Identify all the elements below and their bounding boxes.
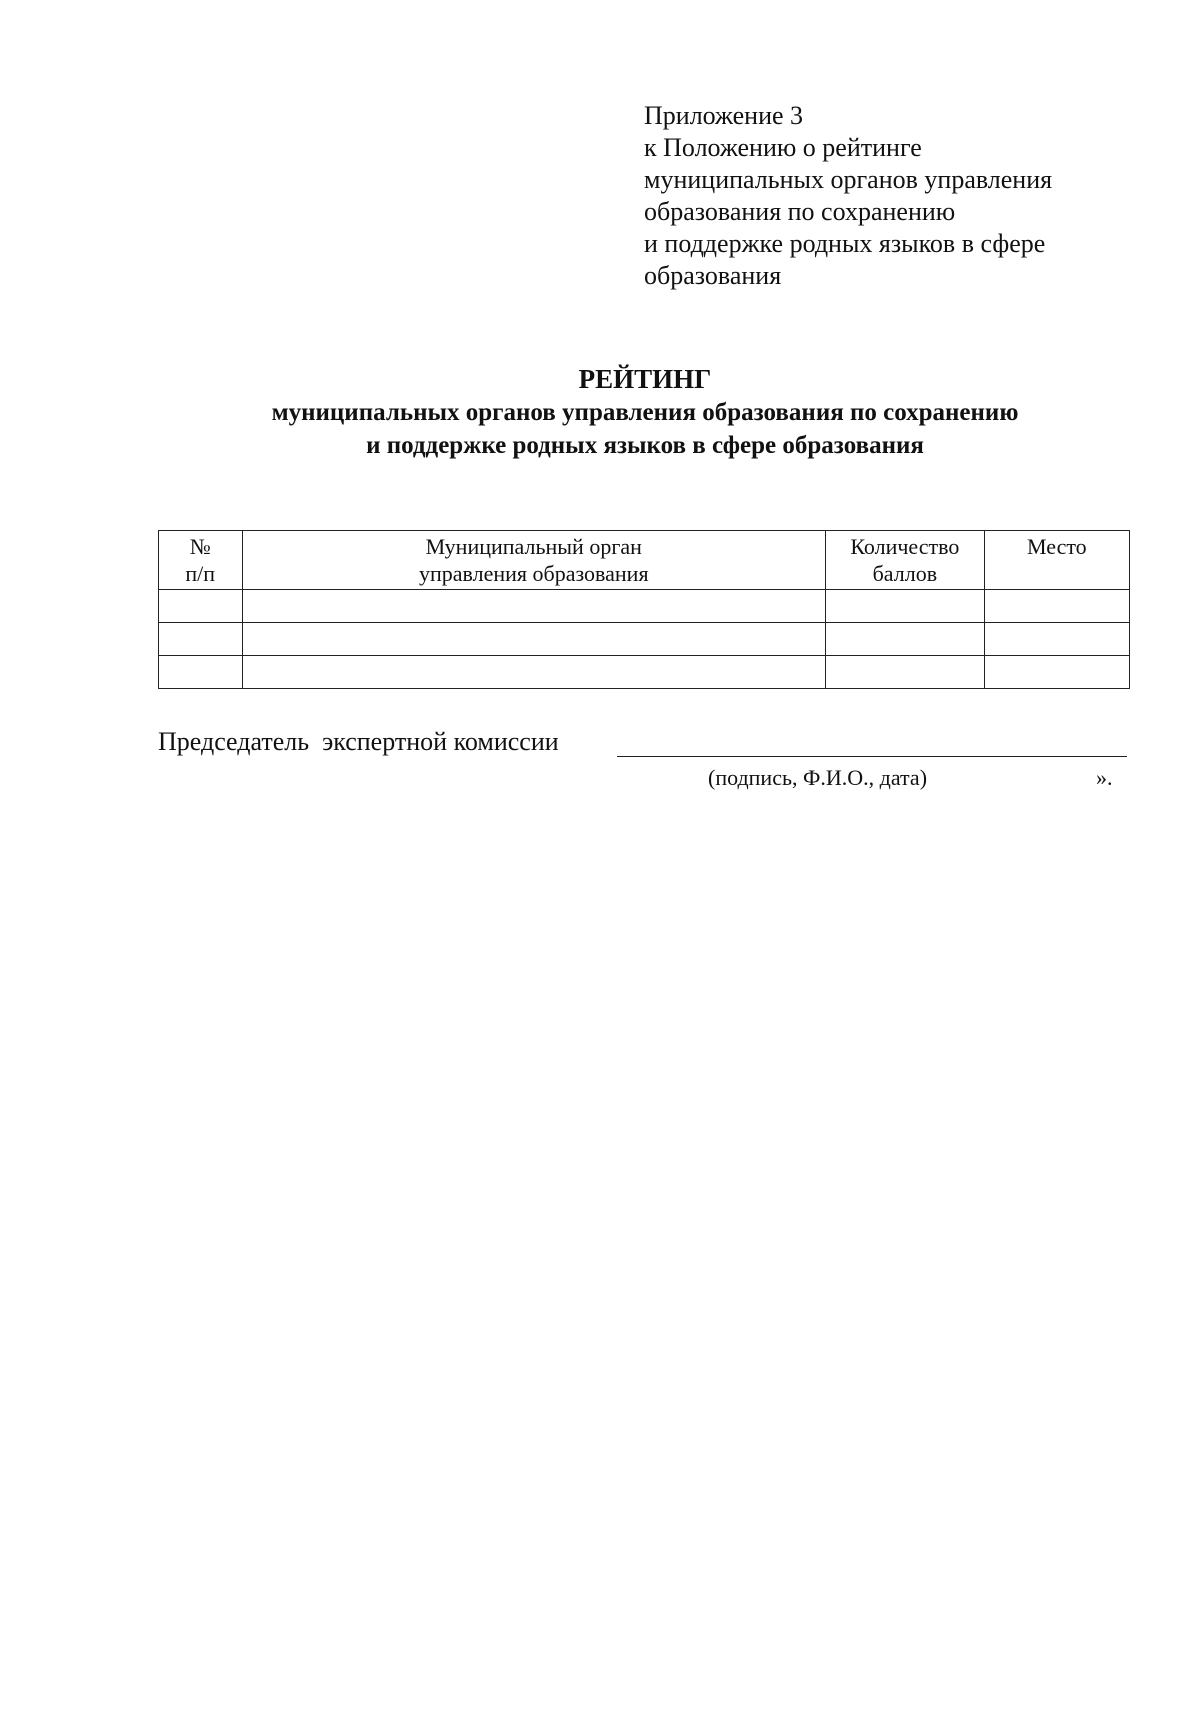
title-main: РЕЙТИНГ [578, 364, 712, 394]
table-cell [826, 623, 985, 656]
appendix-header [644, 100, 1164, 292]
header-place-line: Место [1026, 534, 1087, 559]
table-row [159, 590, 1130, 623]
header-num-line: № [189, 534, 211, 559]
signature-closing-quote: ». [1096, 765, 1113, 790]
table-row [159, 656, 1130, 689]
header-place [984, 531, 1129, 590]
appendix-line: образования по сохранению [644, 197, 956, 226]
signature-block [158, 726, 1130, 758]
table-cell [242, 656, 826, 689]
header-num [159, 531, 243, 590]
table-cell [159, 623, 243, 656]
header-score [826, 531, 985, 590]
title-subtitle-line: и поддержке родных языков в сфере образования [366, 432, 924, 459]
header-num-line: п/п [185, 561, 216, 586]
chairman-label: Председатель экспертной комиссии [158, 727, 559, 756]
appendix-line: Приложение 3 [644, 101, 804, 130]
table-header-row [159, 531, 1130, 590]
header-org-line: управления образования [418, 561, 649, 586]
signature-line [617, 756, 1127, 757]
table-cell [826, 656, 985, 689]
table-cell [984, 656, 1129, 689]
table-cell [984, 590, 1129, 623]
table-cell [242, 623, 826, 656]
header-org-line: Муниципальный орган [425, 534, 642, 559]
document-title [150, 362, 1140, 462]
header-score-line: баллов [872, 561, 938, 586]
title-subtitle-line: муниципальных органов управления образования по сохранению [271, 399, 1019, 426]
appendix-line: образования [644, 261, 782, 290]
header-org [242, 531, 826, 590]
table-cell [984, 623, 1129, 656]
appendix-line: и поддержке родных языков в сфере [644, 229, 1046, 258]
table-cell [242, 590, 826, 623]
table-cell [159, 590, 243, 623]
header-score-line: Количество [850, 534, 960, 559]
signature-caption: (подпись, Ф.И.О., дата) [708, 765, 928, 790]
appendix-line: муниципальных органов управления [644, 165, 1053, 194]
rating-table [158, 530, 1130, 689]
table-cell [159, 656, 243, 689]
appendix-line: к Положению о рейтинге [644, 133, 922, 162]
table-row [159, 623, 1130, 656]
table-cell [826, 590, 985, 623]
